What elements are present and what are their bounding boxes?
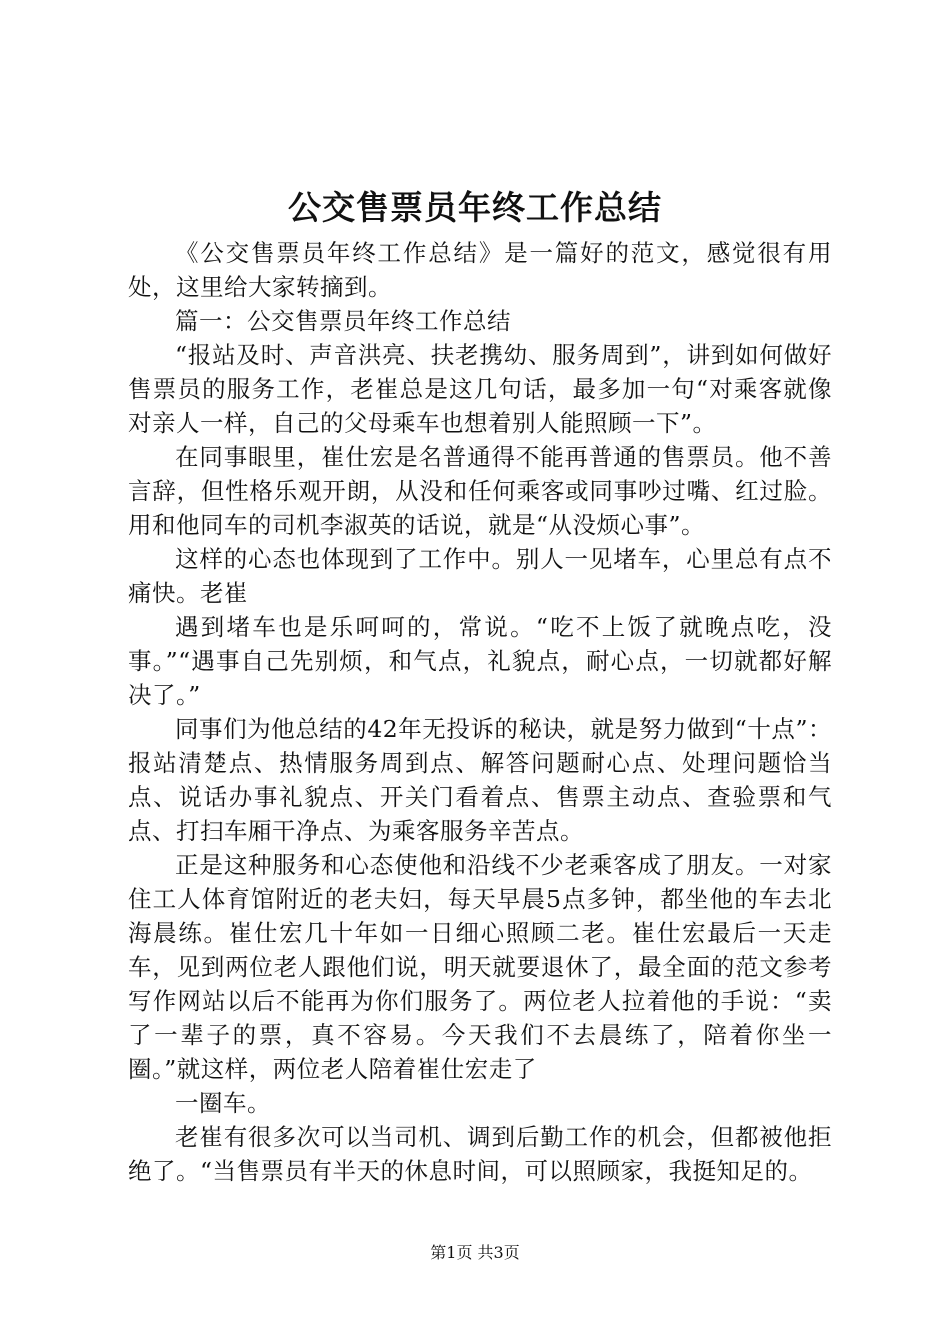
paragraph-intro: 《公交售票员年终工作总结》是一篇好的范文，感觉很有用处，这里给大家转摘到。 xyxy=(128,239,832,301)
paragraph: 老崔有很多次可以当司机、调到后勤工作的机会，但都被他拒绝了。“当售票员有半天的休息时间，可以照顾家，我挺知足的。 xyxy=(128,1123,832,1185)
paragraph: 遇到堵车也是乐呵呵的，常说。“吃不上饭了就晚点吃，没事。”“遇事自己先别烦，和气点，礼貌点，耐心点，一切就都好解决了。” xyxy=(128,613,832,709)
paragraph: “报站及时、声音洪亮、扶老携幼、服务周到”，讲到如何做好售票员的服务工作，老崔总是这几句话，最多加一句“对乘客就像对亲人一样，自己的父母乘车也想着别人能照顾一下”。 xyxy=(128,341,832,437)
paragraph-section-heading: 篇一：公交售票员年终工作总结 xyxy=(175,307,511,335)
paragraph: 同事们为他总结的42年无投诉的秘诀，就是努力做到“十点”：报站清楚点、热情服务周到点、解答问题耐心点、处理问题恰当点、说话办事礼貌点、开关门看着点、售票主动点、查验票和气点、打扫车厢干净点、为乘客服务辛苦点。 xyxy=(128,715,832,845)
page-footer: 第1页 共3页 xyxy=(430,1243,520,1262)
paragraph: 在同事眼里，崔仕宏是名普通得不能再普通的售票员。他不善言辞，但性格乐观开朗，从没和任何乘客或同事吵过嘴、红过脸。用和他同车的司机李淑英的话说，就是“从没烦心事”。 xyxy=(128,443,832,539)
document-body xyxy=(128,236,832,1188)
paragraph: 正是这种服务和心态使他和沿线不少老乘客成了朋友。一对家住工人体育馆附近的老夫妇，每天早晨5点多钟，都坐他的车去北海晨练。崔仕宏几十年如一日细心照顾二老。崔仕宏最后一天走车，见到两位老人跟他们说，明天就要退休了，最全面的范文参考写作网站以后不能再为你们服务了。两位老人拉着他的手说：“卖了一辈子的票，真不容易。今天我们不去晨练了，陪着你坐一圈。”就这样，两位老人陪着崔仕宏走了 xyxy=(128,851,832,1083)
document-title: 公交售票员年终工作总结 xyxy=(288,188,662,227)
paragraph: 一圈车。 xyxy=(175,1089,271,1117)
paragraph: 这样的心态也体现到了工作中。别人一见堵车，心里总有点不痛快。老崔 xyxy=(128,545,832,607)
